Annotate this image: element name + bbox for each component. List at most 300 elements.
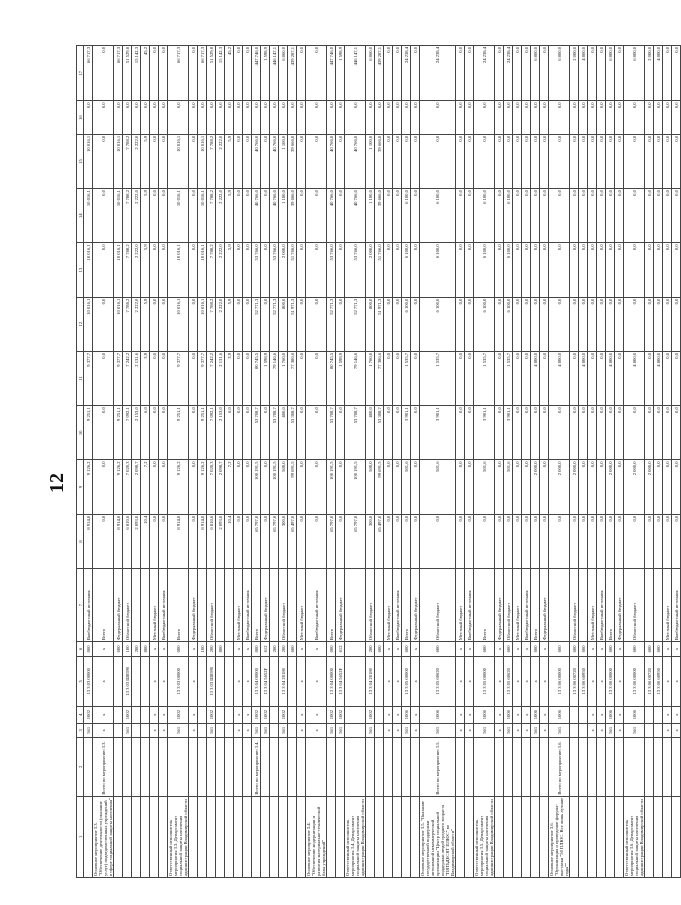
expense-type-cell: x (672, 642, 681, 657)
year-value-cell: 80 745,5 (252, 351, 261, 405)
year-value-cell: 0,0 (297, 297, 306, 351)
total-value-cell: 2 000,0 (570, 46, 579, 101)
table-row (93, 46, 114, 878)
year-value-cell: 0,0 (531, 189, 540, 243)
grbs-cell: x (159, 723, 168, 738)
year-value-cell: 0,0 (597, 406, 606, 460)
table-row (513, 46, 522, 878)
grbs-cell (645, 723, 654, 738)
expense-type-cell: x (150, 642, 159, 657)
budget-table (76, 45, 681, 878)
total-cell (375, 738, 384, 796)
year-value-cell: 0,0 (93, 351, 114, 405)
section-cell: x (150, 706, 159, 723)
year-value-cell: 0,0 (411, 101, 420, 134)
year-value-cell: 2 098,7 (216, 460, 225, 514)
total-value-cell: 439 287,1 (288, 46, 297, 101)
total-cell (615, 738, 624, 796)
table-row (570, 46, 579, 878)
year-value-cell: 2 000,0 (531, 460, 540, 514)
total-cell (411, 738, 420, 796)
total-value-cell: 0,0 (513, 46, 522, 101)
total-value-cell: 6 800,0 (624, 46, 645, 101)
total-value-cell: 0,0 (615, 46, 624, 101)
table-header-row (77, 46, 84, 878)
section-cell: x (297, 706, 306, 723)
total-value-cell: 0,0 (465, 46, 474, 101)
expense-type-cell: x (540, 642, 549, 657)
year-value-cell: 5,9 (225, 243, 234, 297)
year-value-cell: 0,0 (306, 189, 327, 243)
target-article-cell: x (672, 656, 681, 706)
year-value-cell: 0,0 (570, 351, 579, 405)
year-value-cell: 10 016,1 (114, 134, 123, 188)
year-value-cell: 501,6 (504, 460, 513, 514)
year-value-cell: 0,0 (654, 189, 663, 243)
year-value-cell: 0,0 (540, 189, 549, 243)
year-value-cell: 0,0 (474, 134, 495, 188)
funding-source-cell: Всего (606, 569, 615, 642)
event-cell (198, 796, 207, 877)
total-value-cell: 4 800,0 (579, 46, 588, 101)
target-article-cell: 13 3 05 60620 (504, 656, 513, 706)
event-cell (366, 796, 375, 877)
section-cell (141, 706, 150, 723)
year-value-cell: 10 016,1 (198, 297, 207, 351)
section-cell: 1006 (402, 706, 411, 723)
year-value-cell: 0,0 (411, 514, 420, 568)
year-value-cell: 0,0 (495, 297, 504, 351)
total-cell (513, 738, 522, 796)
funding-source-cell (132, 569, 141, 642)
year-value-cell: 10 016,1 (84, 297, 93, 351)
year-value-cell: 300,0 (279, 514, 288, 568)
funding-source-cell: Областной бюджет (570, 569, 579, 642)
total-cell (504, 738, 513, 796)
funding-source-cell (216, 569, 225, 642)
year-value-cell: 0,0 (522, 406, 531, 460)
year-value-cell: 0,0 (261, 134, 270, 188)
total-cell (297, 738, 306, 796)
year-value-cell: 1 760,0 (366, 351, 375, 405)
year-value-cell: 0,0 (522, 134, 531, 188)
funding-source-cell: Местный бюджет (663, 569, 672, 642)
section-cell: x (456, 706, 465, 723)
year-value-cell: 0,0 (495, 514, 504, 568)
total-cell (123, 738, 132, 796)
year-value-cell: 2 153,0 (132, 406, 141, 460)
year-value-cell: 0,0 (624, 243, 645, 297)
table-row (345, 46, 366, 878)
funding-source-cell: Местный бюджет (513, 569, 522, 642)
year-value-cell: 5,9 (225, 134, 234, 188)
year-value-cell: 800,0 (279, 297, 288, 351)
year-value-cell: 4 800,0 (606, 351, 615, 405)
funding-source-cell: Областной бюджет (207, 569, 216, 642)
table-row (243, 46, 252, 878)
grbs-cell: 561 (279, 723, 288, 738)
year-value-cell: 10,4 (141, 514, 150, 568)
expense-type-cell: 100 (123, 642, 132, 657)
year-value-cell: 6 100,0 (402, 189, 411, 243)
section-cell (579, 706, 588, 723)
year-value-cell: 0,0 (384, 134, 393, 188)
year-value-cell: 0,0 (150, 406, 159, 460)
year-value-cell: 65 497,0 (375, 514, 384, 568)
year-value-cell: 53 708,7 (270, 406, 279, 460)
expense-type-cell: x (159, 642, 168, 657)
event-cell: Основное мероприятие 3.6. "Организация и проведение форума-выставки "50 ПЛЮС. Все лишь лучшие годы"" (549, 797, 569, 876)
total-cell (243, 738, 252, 796)
year-value-cell: 10 016,1 (198, 189, 207, 243)
target-article-cell: 13 3 05 60620 (420, 656, 456, 706)
year-value-cell: 0,0 (579, 514, 588, 568)
year-value-cell: 0,0 (261, 514, 270, 568)
year-value-cell: 2 222,0 (132, 297, 141, 351)
target-article-cell (216, 656, 225, 706)
year-value-cell: 0,0 (465, 243, 474, 297)
year-value-cell: 0,0 (522, 101, 531, 134)
target-article-cell: 13 3 03 Ш8590 (123, 656, 132, 706)
event-cell: Ответственный исполнитель мероприятия 3.5. Департамент социальной защиты населения администрации Владимирской области (474, 796, 495, 877)
grbs-cell: x (234, 723, 243, 738)
year-value-cell: 0,0 (393, 460, 402, 514)
year-value-cell: 0,0 (159, 406, 168, 460)
table-row (279, 46, 288, 878)
year-value-cell: 0,0 (540, 351, 549, 405)
grbs-cell: x (495, 723, 504, 738)
year-value-cell: 5,9 (225, 189, 234, 243)
year-value-cell: 79 146,6 (345, 351, 366, 405)
year-value-cell: 0,0 (384, 351, 393, 405)
year-value-cell: 40 766,0 (345, 134, 366, 188)
expense-type-cell: x (411, 642, 420, 657)
year-value-cell: 0,0 (597, 134, 606, 188)
expense-type-cell: 600 (624, 642, 645, 657)
grbs-cell: 561 (252, 723, 261, 738)
year-value-cell: 0,0 (513, 189, 522, 243)
year-value-cell: 0,0 (375, 101, 384, 134)
grbs-cell (288, 723, 297, 738)
year-value-cell: 0,0 (513, 297, 522, 351)
year-value-cell: 0,0 (495, 134, 504, 188)
total-value-cell: 0,0 (495, 46, 504, 101)
expense-type-cell (345, 642, 366, 657)
year-value-cell: 6 100,0 (402, 297, 411, 351)
year-value-cell: 0,0 (150, 351, 159, 405)
year-value-cell: 0,0 (384, 460, 393, 514)
year-value-cell: 0,0 (336, 189, 345, 243)
expense-type-cell: x (297, 642, 306, 657)
year-value-cell: 2 093,0 (216, 514, 225, 568)
total-cell (384, 738, 393, 796)
grbs-cell: x (465, 723, 474, 738)
target-article-cell: 13 3 03 00000 (84, 656, 93, 706)
funding-source-cell: Областной бюджет (279, 569, 288, 642)
year-value-cell: 0,0 (336, 514, 345, 568)
year-value-cell: 0,0 (306, 297, 327, 351)
year-value-cell: 0,0 (570, 243, 579, 297)
table-row (198, 46, 207, 878)
expense-type-cell: x (189, 642, 198, 657)
year-value-cell: 7 788,2 (123, 297, 132, 351)
grbs-cell (225, 723, 234, 738)
table-row (141, 46, 150, 878)
event-cell (495, 796, 504, 877)
year-value-cell: 8 914,0 (168, 514, 189, 568)
funding-source-cell: Федеральный бюджет (411, 569, 420, 642)
funding-source-cell: Областной бюджет (624, 569, 645, 642)
year-value-cell: 52 771,3 (252, 297, 261, 351)
event-cell: Основное мероприятие 3.3. "Обеспечение деятельности (оказание услуг) подведомственных учреждений в сфере социальной защиты населения" (93, 798, 113, 876)
year-value-cell: 39 666,0 (375, 189, 384, 243)
year-value-cell: 0,0 (393, 406, 402, 460)
expense-type-cell: 612 (336, 642, 345, 657)
year-value-cell: 7 788,2 (123, 189, 132, 243)
target-article-cell: x (522, 656, 531, 706)
event-cell (336, 796, 345, 877)
year-value-cell: 79 146,6 (270, 351, 279, 405)
year-value-cell: 0,0 (150, 297, 159, 351)
expense-type-cell: 600 (375, 642, 384, 657)
table-row (297, 46, 306, 878)
funding-source-cell: Областной бюджет (504, 569, 513, 642)
year-value-cell: 3 901,1 (504, 406, 513, 460)
year-value-cell: 0,0 (411, 406, 420, 460)
target-article-cell (375, 656, 384, 706)
table-row (615, 46, 624, 878)
year-value-cell: 0,0 (93, 101, 114, 134)
total-value-cell: 0,0 (588, 46, 597, 101)
column-header: 17 (77, 46, 84, 101)
year-value-cell: 0,0 (456, 134, 465, 188)
section-cell: 1006 (504, 706, 513, 723)
year-value-cell: 0,0 (402, 514, 411, 568)
total-cell (531, 738, 540, 796)
funding-source-cell (579, 569, 588, 642)
total-value-cell: 66 717,3 (84, 46, 93, 101)
year-value-cell: 0,0 (615, 297, 624, 351)
column-header: 16 (77, 101, 84, 134)
year-value-cell: 53 308,7 (288, 406, 297, 460)
section-cell: x (540, 706, 549, 723)
section-cell: 1002 (279, 706, 288, 723)
year-value-cell: 0,0 (672, 460, 681, 514)
year-value-cell: 10 016,1 (168, 243, 189, 297)
event-cell (606, 796, 615, 877)
year-value-cell: 0,0 (234, 351, 243, 405)
year-value-cell: 0,0 (606, 243, 615, 297)
year-value-cell: 0,0 (606, 406, 615, 460)
grbs-cell (216, 723, 225, 738)
section-cell: 1002 (84, 706, 93, 723)
expense-type-cell: 200 (270, 642, 279, 657)
year-value-cell: 2 131,6 (132, 351, 141, 405)
total-value-cell: 15 142,3 (132, 46, 141, 101)
grbs-cell: 561 (207, 723, 216, 738)
year-value-cell: 0,0 (495, 189, 504, 243)
section-cell: x (465, 706, 474, 723)
year-value-cell: 0,0 (522, 297, 531, 351)
year-value-cell: 0,0 (513, 514, 522, 568)
year-value-cell: 0,0 (624, 297, 645, 351)
year-value-cell: 40 766,0 (270, 189, 279, 243)
table-row (306, 46, 327, 878)
expense-type-cell: x (615, 642, 624, 657)
year-value-cell: 7,2 (225, 460, 234, 514)
table-row (261, 46, 270, 878)
total-value-cell: 447 746,0 (327, 46, 336, 101)
table-row (540, 46, 549, 878)
year-value-cell: 0,0 (597, 514, 606, 568)
year-value-cell: 100 191,5 (270, 460, 279, 514)
total-value-cell: 51 529,8 (207, 46, 216, 101)
expense-type-cell: 200 (366, 642, 375, 657)
year-value-cell: 0,0 (513, 460, 522, 514)
funding-source-cell: Местный бюджет (150, 569, 159, 642)
target-article-cell: x (531, 656, 540, 706)
total-cell (234, 738, 243, 796)
event-cell (150, 796, 159, 877)
year-value-cell: 7 092,1 (123, 406, 132, 460)
year-value-cell: 3 901,1 (420, 406, 456, 460)
year-value-cell: 0,0 (189, 101, 198, 134)
year-value-cell: 0,0 (261, 460, 270, 514)
year-value-cell: 0,0 (252, 101, 261, 134)
year-value-cell: 2 000,0 (279, 243, 288, 297)
funding-source-cell: Федеральный бюджет (189, 569, 198, 642)
year-value-cell: 6,0 (141, 406, 150, 460)
year-value-cell: 9 377,7 (168, 351, 189, 405)
year-value-cell: 0,0 (159, 351, 168, 405)
table-row (522, 46, 531, 878)
year-value-cell: 0,0 (588, 297, 597, 351)
event-cell (327, 796, 336, 877)
year-value-cell: 6 100,0 (504, 243, 513, 297)
year-value-cell: 0,0 (624, 189, 645, 243)
section-cell: x (93, 706, 114, 723)
year-value-cell: 53 766,0 (252, 243, 261, 297)
year-value-cell: 6 810,6 (207, 514, 216, 568)
year-value-cell: 0,0 (93, 514, 114, 568)
year-value-cell: 0,0 (234, 460, 243, 514)
event-cell (513, 796, 522, 877)
year-value-cell: 3,9 (141, 351, 150, 405)
total-cell (225, 738, 234, 796)
table-row (384, 46, 393, 878)
expense-type-cell: x (495, 642, 504, 657)
year-value-cell: 0,0 (606, 189, 615, 243)
year-value-cell: 0,0 (93, 189, 114, 243)
year-value-cell: 7 788,2 (207, 243, 216, 297)
section-cell (270, 706, 279, 723)
year-value-cell: 2 000,0 (366, 243, 375, 297)
year-value-cell: 6 100,0 (402, 243, 411, 297)
year-value-cell: 0,0 (198, 101, 207, 134)
total-value-cell: 66 717,3 (114, 46, 123, 101)
year-value-cell: 0,0 (504, 134, 513, 188)
grbs-cell (654, 723, 663, 738)
grbs-cell (270, 723, 279, 738)
total-cell (522, 738, 531, 796)
grbs-cell: x (384, 723, 393, 738)
total-value-cell: 24 238,4 (504, 46, 513, 101)
year-value-cell: 0,0 (243, 297, 252, 351)
target-article-cell: x (456, 656, 465, 706)
year-value-cell: 0,0 (150, 134, 159, 188)
funding-source-cell (225, 569, 234, 642)
year-value-cell: 0,0 (663, 460, 672, 514)
year-value-cell: 0,0 (465, 460, 474, 514)
target-article-cell: x (243, 656, 252, 706)
grbs-cell: 561 (531, 723, 540, 738)
funding-source-cell: Областной бюджет (420, 569, 456, 642)
year-value-cell: 0,0 (123, 101, 132, 134)
grbs-cell: x (597, 723, 606, 738)
total-value-cell: 2 000,0 (645, 46, 654, 101)
total-cell: Всего по мероприятию 3.6. (549, 738, 570, 796)
year-value-cell: 65 497,0 (288, 514, 297, 568)
total-value-cell: 24 238,4 (402, 46, 411, 101)
total-value-cell: 0,0 (393, 46, 402, 101)
year-value-cell: 0,0 (336, 134, 345, 188)
table-row (645, 46, 654, 878)
year-value-cell: 6,0 (225, 406, 234, 460)
year-value-cell: 0,0 (645, 134, 654, 188)
event-cell: Ответственный исполнитель мероприятия 3.3. Департамент социальной защиты населения администрации Владимирской области (168, 796, 189, 877)
year-value-cell: 8 914,0 (198, 514, 207, 568)
year-value-cell: 10 016,1 (198, 243, 207, 297)
total-value-cell: 0,0 (522, 46, 531, 101)
year-value-cell: 4 800,0 (531, 351, 540, 405)
table-row (531, 46, 540, 878)
total-value-cell: 6 800,0 (549, 46, 570, 101)
year-value-cell: 0,0 (672, 134, 681, 188)
expense-type-cell: x (93, 642, 114, 657)
funding-source-cell: Местный бюджет (588, 569, 597, 642)
table-row (252, 46, 261, 878)
year-value-cell: 400,0 (366, 406, 375, 460)
event-cell (375, 796, 384, 877)
year-value-cell: 0,0 (393, 101, 402, 134)
year-value-cell: 0,0 (615, 406, 624, 460)
total-value-cell: 0,0 (93, 46, 114, 101)
year-value-cell: 0,0 (579, 297, 588, 351)
total-cell (465, 738, 474, 796)
year-value-cell: 0,0 (234, 297, 243, 351)
total-cell (402, 738, 411, 796)
year-value-cell: 100 191,5 (252, 460, 261, 514)
expense-type-cell: 600 (531, 642, 540, 657)
total-value-cell: 0,0 (297, 46, 306, 101)
target-article-cell: 13 3 04 5652F (336, 656, 345, 706)
total-value-cell: 0,0 (189, 46, 198, 101)
year-value-cell: 0,0 (159, 297, 168, 351)
table-row (672, 46, 681, 878)
year-value-cell: 0,0 (513, 243, 522, 297)
section-cell: 1006 (420, 706, 456, 723)
target-article-cell: 13 3 06 00000 (549, 656, 570, 706)
section-cell: x (411, 706, 420, 723)
event-cell (252, 796, 261, 877)
year-value-cell: 2 222,0 (216, 134, 225, 188)
year-value-cell: 39 666,0 (375, 134, 384, 188)
total-cell (606, 738, 615, 796)
year-value-cell: 7,2 (141, 460, 150, 514)
grbs-cell: x (663, 723, 672, 738)
year-value-cell: 0,0 (243, 189, 252, 243)
year-value-cell: 2 000,0 (549, 460, 570, 514)
